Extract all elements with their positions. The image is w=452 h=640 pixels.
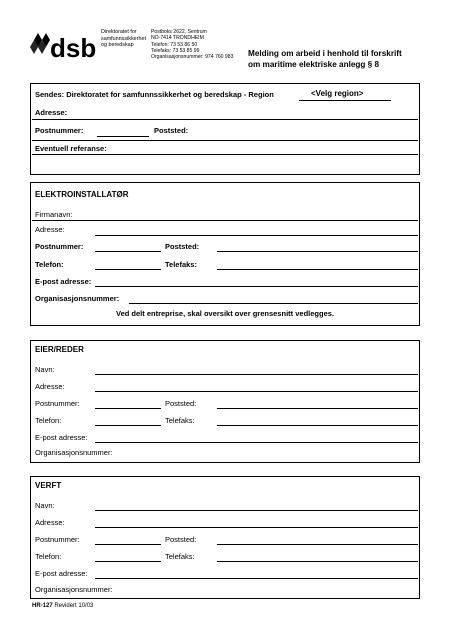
postnummer-line[interactable] <box>95 251 161 252</box>
org-line: Direktoratet for <box>101 29 137 35</box>
adresse-label: Adresse: <box>35 225 65 234</box>
telefaks-label: Telefaks: <box>165 416 195 425</box>
adresse-label: Adresse: <box>35 382 65 391</box>
orgnr-label: Organisasjonsnummer: <box>35 585 113 594</box>
navn-label: Navn: <box>35 501 55 510</box>
poststed-line[interactable] <box>32 140 418 141</box>
address-line: Telefon: 73 53 86 50 <box>151 41 198 48</box>
title-line: Melding om arbeid i henhold til forskrift <box>248 49 402 58</box>
referanse-label: Eventuell referanse: <box>35 144 107 153</box>
telefaks-line[interactable] <box>217 561 418 562</box>
telefon-line[interactable] <box>95 269 161 270</box>
epost-line[interactable] <box>95 286 418 287</box>
poststed-label: Poststed: <box>154 126 189 135</box>
navn-line[interactable] <box>95 510 418 511</box>
telefaks-label: Telefaks: <box>165 260 197 269</box>
epost-label: E-post adresse: <box>35 277 92 286</box>
orgnr-line[interactable] <box>129 303 418 304</box>
postnummer-label: Postnummer: <box>35 535 80 544</box>
sendes-label: Sendes: Direktoratet for samfunnssikkerhet og beredskap - Region <box>35 90 274 99</box>
eier-section <box>30 340 420 463</box>
postnummer-label: Postnummer: <box>35 242 84 251</box>
form-code: HR-127 <box>32 603 53 609</box>
org-line: og beredskap <box>101 42 134 49</box>
recipient-section <box>30 83 420 175</box>
postnummer-line[interactable] <box>95 408 161 409</box>
navn-line[interactable] <box>95 374 418 375</box>
verft-heading: VERFT <box>35 481 62 490</box>
telefaks-label: Telefaks: <box>165 552 195 561</box>
telefon-label: Telefon: <box>35 260 64 269</box>
epost-label: E-post adresse: <box>35 569 88 578</box>
adresse-line[interactable] <box>95 527 418 528</box>
postnummer-label: Postnummer: <box>35 399 80 408</box>
org-address <box>151 29 233 60</box>
firmanavn-label: Firmanavn: <box>35 210 73 219</box>
poststed-label: Poststed: <box>165 535 197 544</box>
telefaks-line[interactable] <box>217 269 418 270</box>
poststed-line[interactable] <box>217 251 418 252</box>
poststed-label: Poststed: <box>165 399 197 408</box>
brand-text: dsb <box>50 33 97 63</box>
telefon-label: Telefon: <box>35 416 62 425</box>
address-line: Telefaks: 73 53 85 99 <box>151 47 200 54</box>
epost-line[interactable] <box>95 442 418 443</box>
region-line <box>299 100 391 101</box>
orgnr-label: Organisasjonsnummer: <box>35 294 120 303</box>
poststed-line[interactable] <box>217 408 418 409</box>
poststed-line[interactable] <box>217 544 418 545</box>
elektro-section <box>30 182 420 326</box>
postnummer-line[interactable] <box>95 544 161 545</box>
eier-heading: EIER/REDER <box>35 345 84 354</box>
address-line: Postboks 2622, Sentrum <box>151 29 207 35</box>
dsb-logo <box>30 30 100 64</box>
telefon-line[interactable] <box>95 425 161 426</box>
delt-entreprise-note: Ved delt entreprise, skal oversikt over grensesnitt vedlegges. <box>115 309 334 318</box>
referanse-line[interactable] <box>32 154 418 155</box>
poststed-label: Poststed: <box>165 242 200 251</box>
form-title <box>248 48 402 70</box>
form-footer <box>32 603 93 609</box>
org-name <box>101 29 146 49</box>
adresse-line[interactable] <box>95 235 418 236</box>
region-select[interactable]: <Velg region> <box>311 89 364 98</box>
adresse-line[interactable] <box>95 391 418 392</box>
adresse-line[interactable] <box>32 119 418 120</box>
address-line: Organisasjonsnummer: 974 760 983 <box>151 54 234 61</box>
telefaks-line[interactable] <box>217 425 418 426</box>
adresse-label: Adresse: <box>35 108 68 117</box>
telefon-label: Telefon: <box>35 552 62 561</box>
epost-label: E-post adresse: <box>35 433 88 442</box>
navn-label: Navn: <box>35 365 55 374</box>
verft-section <box>30 476 420 599</box>
telefon-line[interactable] <box>95 561 161 562</box>
orgnr-label: Organisasjonsnummer: <box>35 448 113 457</box>
elektro-heading: ELEKTROINSTALLATØR <box>35 190 129 199</box>
address-line: NO-7414 TRONDHEIM <box>151 35 204 42</box>
firmanavn-line[interactable] <box>32 220 418 221</box>
epost-line[interactable] <box>95 578 418 579</box>
org-line: samfunnssikkerhet <box>101 35 146 42</box>
title-line: om maritime elektriske anlegg § 8 <box>248 60 380 69</box>
postnummer-label: Postnummer: <box>35 126 84 135</box>
adresse-label: Adresse: <box>35 518 65 527</box>
postnummer-line[interactable] <box>97 136 149 137</box>
revision-text: Revidert 10/03 <box>54 603 94 609</box>
